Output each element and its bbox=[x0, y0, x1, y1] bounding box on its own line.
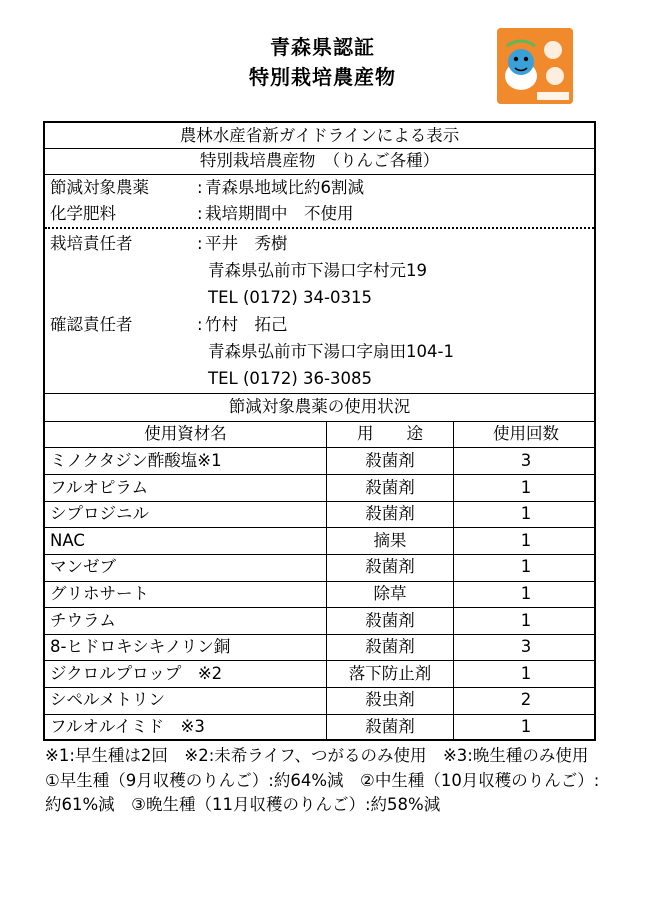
pesticide-name-cell: ジクロルプロップ ※2 bbox=[50, 663, 223, 683]
colon: : bbox=[197, 234, 203, 253]
pesticide-name-cell: ミノクタジン酢酸塩※1 bbox=[50, 451, 222, 470]
pesticide-use-cell: 殺菌剤 bbox=[365, 504, 415, 524]
grower-label: 栽培責任者 bbox=[50, 234, 133, 253]
apple-mascot-icon bbox=[497, 28, 573, 104]
certification-logo bbox=[497, 28, 573, 104]
pesticide-count-cell: 1 bbox=[520, 477, 532, 497]
pesticide-value: 青森県地域比約6割減 bbox=[205, 178, 364, 197]
pesticide-use-cell: 殺菌剤 bbox=[365, 557, 415, 577]
grower-tel: TEL (0172) 34-0315 bbox=[208, 288, 372, 307]
title-line-2: 特別栽培農産物 bbox=[249, 65, 396, 89]
pesticide-use-cell: 殺菌剤 bbox=[365, 717, 415, 736]
confirmer-address: 青森県弘前市下湯口字扇田104-1 bbox=[208, 342, 454, 361]
pesticide-use-cell: 殺菌剤 bbox=[365, 610, 415, 630]
column-header-name: 使用資材名 bbox=[144, 424, 227, 443]
pesticide-name-cell: グリホサート bbox=[50, 584, 149, 603]
column-header-use: 用 途 bbox=[357, 424, 423, 443]
certification-label bbox=[43, 121, 596, 741]
pesticide-use-cell: 摘果 bbox=[373, 530, 407, 550]
pesticide-use-cell: 殺菌剤 bbox=[365, 637, 415, 657]
confirmer-tel: TEL (0172) 36-3085 bbox=[208, 369, 372, 388]
pesticide-count-cell: 3 bbox=[520, 451, 532, 470]
fertilizer-value: 栽培期間中 不使用 bbox=[205, 204, 354, 223]
footnote-markers: ※1:早生種は2回 ※2:未希ライフ、つがるのみ使用 ※3:晩生種のみ使用 bbox=[45, 746, 589, 765]
pesticide-name-cell: シプロジニル bbox=[50, 504, 149, 524]
pesticide-name-cell: シペルメトリン bbox=[50, 690, 166, 710]
title-line-1: 青森県認証 bbox=[270, 35, 375, 59]
pesticide-use-cell: 除草 bbox=[373, 584, 407, 603]
colon: : bbox=[197, 315, 203, 334]
confirmer-label: 確認責任者 bbox=[50, 315, 133, 334]
pesticide-name-cell: チウラム bbox=[50, 610, 116, 630]
pesticide-name-cell: 8-ヒドロキシキノリン銅 bbox=[50, 637, 231, 657]
pesticide-count-cell: 3 bbox=[520, 637, 532, 657]
usage-heading: 節減対象農薬の使用状況 bbox=[228, 397, 411, 416]
pesticide-count-cell: 2 bbox=[520, 690, 532, 710]
label-heading: 農林水産省新ガイドラインによる表示 bbox=[179, 126, 460, 145]
pesticide-use-cell: 落下防止剤 bbox=[348, 663, 432, 683]
grower-address: 青森県弘前市下湯口字村元19 bbox=[208, 261, 427, 280]
grower-name: 平井 秀樹 bbox=[205, 234, 288, 253]
confirmer-name: 竹村 拓己 bbox=[205, 315, 288, 334]
pesticide-count-cell: 1 bbox=[520, 504, 532, 524]
pesticide-count-cell: 1 bbox=[520, 557, 532, 577]
colon: : bbox=[197, 178, 203, 197]
pesticide-name-cell: マンゼブ bbox=[50, 557, 116, 577]
pesticide-name-cell: NAC bbox=[50, 530, 85, 550]
pesticide-label: 節減対象農薬 bbox=[50, 178, 149, 197]
pesticide-use-cell: 殺虫剤 bbox=[365, 690, 415, 710]
pesticide-use-cell: 殺菌剤 bbox=[365, 451, 415, 470]
footnotes bbox=[45, 744, 605, 818]
pesticide-count-cell: 1 bbox=[520, 610, 532, 630]
pesticide-name-cell: フルオピラム bbox=[50, 477, 149, 497]
pesticide-use-cell: 殺菌剤 bbox=[365, 477, 415, 497]
pesticide-count-cell: 1 bbox=[520, 717, 532, 736]
footnote-reduction-rates: ①早生種（9月収穫のりんご）:約64%減 ②中生種（10月収穫のりんご）:約61%減 ③晩生種（11月収穫のりんご）:約58%減 bbox=[45, 770, 600, 814]
product-name: 特別栽培農産物 （りんご各種） bbox=[199, 151, 440, 170]
pesticide-name-cell: フルオルイミド ※3 bbox=[50, 717, 205, 736]
column-header-count: 使用回数 bbox=[493, 424, 559, 443]
pesticide-count-cell: 1 bbox=[520, 663, 532, 683]
pesticide-count-cell: 1 bbox=[520, 584, 532, 603]
colon: : bbox=[197, 204, 203, 223]
fertilizer-label: 化学肥料 bbox=[50, 204, 116, 223]
pesticide-count-cell: 1 bbox=[520, 530, 532, 550]
